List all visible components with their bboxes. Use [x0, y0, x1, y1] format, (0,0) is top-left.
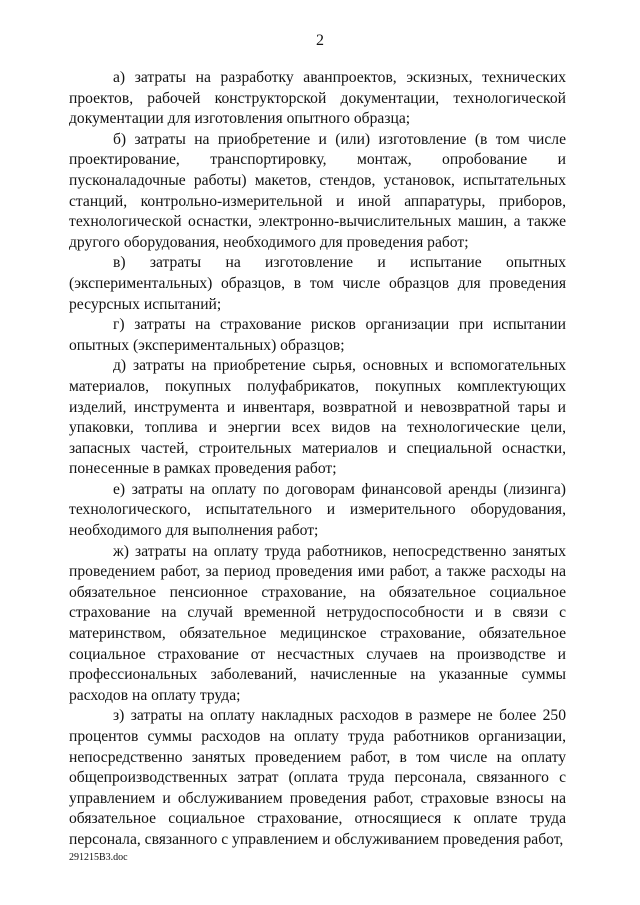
paragraph-a: а) затраты на разработку аванпроектов, эскизных, технических проектов, рабочей конструкторской документации, технологической документации для изготовления опытного образца; [69, 69, 566, 128]
paragraph-zh: ж) затраты на оплату труда работников, непосредственно занятых проведением работ, за период проведения ими работ, а также расходы на обязательное пенсионное страхование, на обязательное социальное страхование на случай временной нетрудоспособности и в связи с материнством, обязательное медицинское страхование, обязательное социальное страхование от несчастных случаев на производстве и профессиональных заболеваний, начисленные на указанные суммы расходов на оплату труда; [69, 542, 566, 704]
paragraph-b: б) затраты на приобретение и (или) изготовление (в том числе проектирование, транспортировку, монтаж, опробование и пусконаладочные работы) макетов, стендов, установок, испытательных станций, контрольно-измерительной и иной аппаратуры, приборов, технологической оснастки, электронно-вычислительных машин, а также другого оборудования, необходимого для проведения работ; [69, 130, 566, 251]
document-file-code: 291215В3.doc [69, 852, 128, 863]
paragraph-g: г) затраты на страхование рисков организации при испытании опытных (экспериментальных) образцов; [69, 316, 566, 354]
page-number: 2 [316, 32, 324, 49]
document-body [69, 68, 566, 851]
paragraph-d: д) затраты на приобретение сырья, основных и вспомогательных материалов, покупных полуфабрикатов, покупных комплектующих изделий, инструмента и инвентаря, возвратной и невозвратной тары и упаковки, топлива и энергии всех видов на технологические цели, запасных частей, строительных материалов и специальной оснастки, понесенные в рамках проведения работ; [69, 357, 566, 478]
paragraph-z: з) затраты на оплату накладных расходов в размере не более 250 процентов суммы расходов на оплату труда работников организации, непосредственно занятых проведением работ, в том числе на оплату общепроизводственных затрат (оплата труда персонала, связанного с управлением и обслуживанием проведения работ, страховые взносы на обязательное социальное страхование, относящиеся к оплате труда персонала, связанного с управлением и обслуживанием проведения работ, [69, 707, 566, 848]
paragraph-v: в) затраты на изготовление и испытание опытных (экспериментальных) образцов, в том числе образцов для проведения ресурсных испытаний; [69, 254, 566, 313]
paragraph-e: е) затраты на оплату по договорам финансовой аренды (лизинга) технологического, испытательного и измерительного оборудования, необходимого для выполнения работ; [69, 480, 566, 540]
